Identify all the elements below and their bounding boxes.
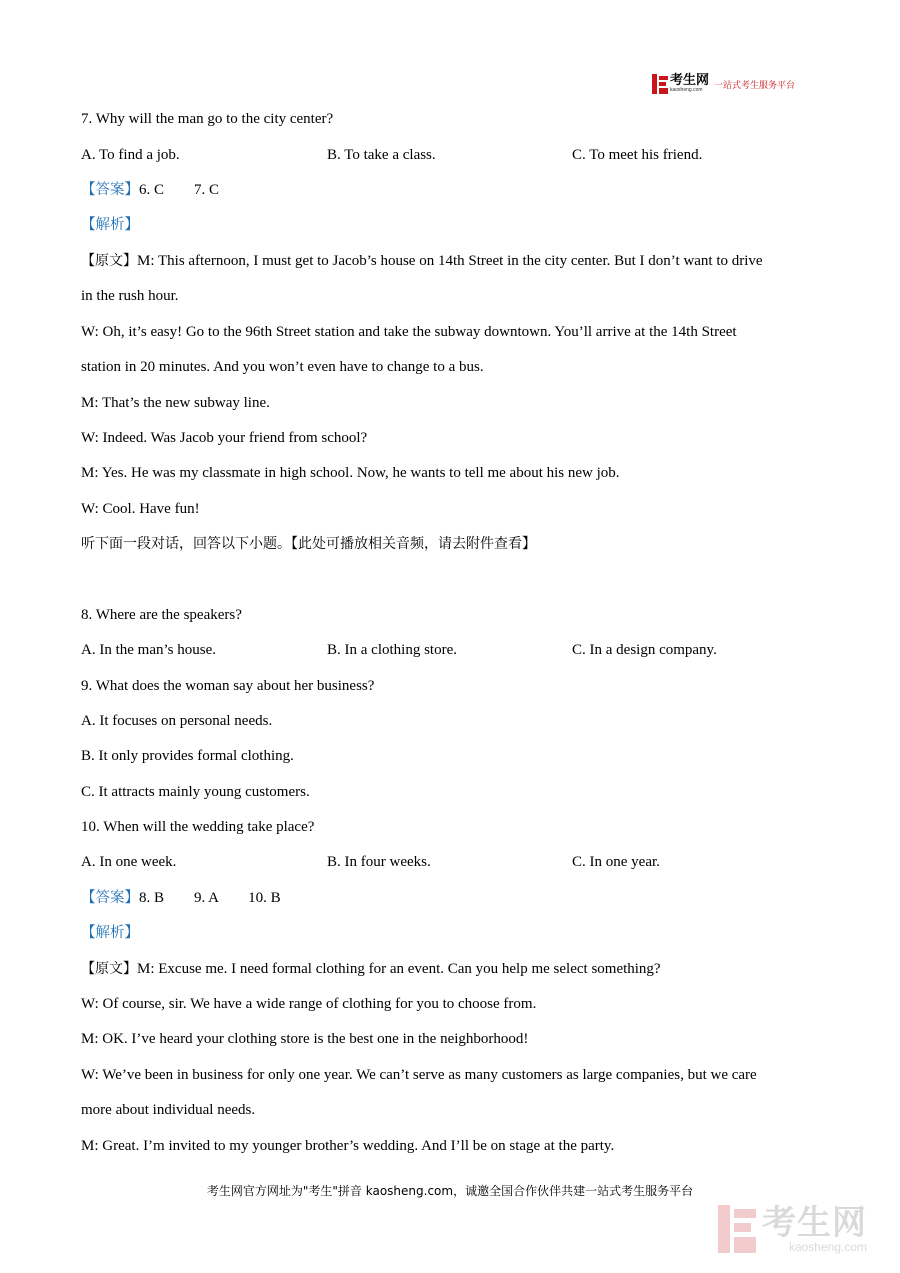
q8-option-b: B. In a clothing store.	[327, 642, 457, 658]
answer-text: 8. B 9. A 10. B	[139, 890, 281, 906]
transcript-line: 【原文】M: Excuse me. I need formal clothing for an event. Can you help me select something?	[81, 961, 661, 977]
q10-option-a: A. In one week.	[81, 854, 177, 870]
answer-tag: 【答案】	[81, 182, 139, 198]
q7-option-b: B. To take a class.	[327, 147, 436, 163]
footer-text: 考生网官方网址为"考生"拼音 kaosheng.com，诚邀全国合作伙伴共建一站式考生服务平台	[206, 1184, 694, 1198]
question-8: 8. Where are the speakers?	[81, 607, 242, 623]
transcript-line: M: OK. I’ve heard your clothing store is the best one in the neighborhood!	[81, 1031, 529, 1047]
q10-option-b: B. In four weeks.	[327, 854, 431, 870]
transcript-line: M: That’s the new subway line.	[81, 395, 270, 411]
transcript-line: W: Cool. Have fun!	[81, 501, 200, 517]
transcript-line: W: We’ve been in business for only one year. We can’t serve as many customers as large companies, but we care	[81, 1067, 757, 1083]
transcript-line: M: Great. I’m invited to my younger brother’s wedding. And I’ll be on stage at the party.	[81, 1138, 615, 1154]
transcript-line: W: Indeed. Was Jacob your friend from school?	[81, 430, 368, 446]
q8-option-a: A. In the man’s house.	[81, 642, 216, 658]
analysis-tag-1: 【解析】	[81, 217, 139, 233]
logo-cn-text: 考生网	[670, 73, 710, 88]
page-footer	[0, 1183, 900, 1199]
transcript-line: M: Yes. He was my classmate in high school. Now, he wants to tell me about his new job.	[81, 465, 620, 481]
q7-option-c: C. To meet his friend.	[572, 147, 703, 163]
question-10: 10. When will the wedding take place?	[81, 819, 315, 835]
answer-line-1	[81, 181, 219, 199]
answer-line-2	[81, 889, 281, 907]
answer-text: 6. C 7. C	[139, 182, 220, 198]
q9-option-b: B. It only provides formal clothing.	[81, 748, 294, 764]
original-tag: 【原文】	[81, 961, 137, 977]
q10-option-c: C. In one year.	[572, 854, 660, 870]
q8-option-c: C. In a design company.	[572, 642, 717, 658]
listening-instruction: 听下面一段对话，回答以下小题。【此处可播放相关音频，请去附件查看】	[81, 536, 536, 552]
transcript-line: W: Of course, sir. We have a wide range of clothing for you to choose from.	[81, 996, 537, 1012]
transcript-line: in the rush hour.	[81, 288, 179, 304]
q9-option-a: A. It focuses on personal needs.	[81, 713, 273, 729]
kaosheng-logo-icon	[652, 74, 668, 94]
transcript-line: more about individual needs.	[81, 1102, 256, 1118]
answer-tag: 【答案】	[81, 890, 139, 906]
question-9: 9. What does the woman say about her business?	[81, 678, 375, 694]
watermark	[718, 1203, 883, 1255]
analysis-tag-2: 【解析】	[81, 925, 139, 941]
watermark-en: kaosheng.com	[788, 1240, 867, 1254]
transcript-line: station in 20 minutes. And you won’t even have to change to a bus.	[81, 359, 484, 375]
q7-option-a: A. To find a job.	[81, 147, 180, 163]
header-logo	[652, 73, 795, 95]
logo-en-text: kaosheng.com	[670, 87, 703, 93]
original-tag: 【原文】	[81, 253, 137, 269]
q9-option-c: C. It attracts mainly young customers.	[81, 784, 310, 800]
watermark-cn: 考生网	[762, 1203, 867, 1243]
kaosheng-watermark-icon	[718, 1205, 756, 1253]
transcript-line: 【原文】M: This afternoon, I must get to Jacob’s house on 14th Street in the city center. But I don’t want to drive	[81, 253, 763, 269]
header-slogan: 一站式考生服务平台	[714, 80, 796, 91]
question-7: 7. Why will the man go to the city center?	[81, 111, 334, 127]
transcript-line: W: Oh, it’s easy! Go to the 96th Street station and take the subway downtown. You’ll arrive at the 14th Street	[81, 324, 737, 340]
